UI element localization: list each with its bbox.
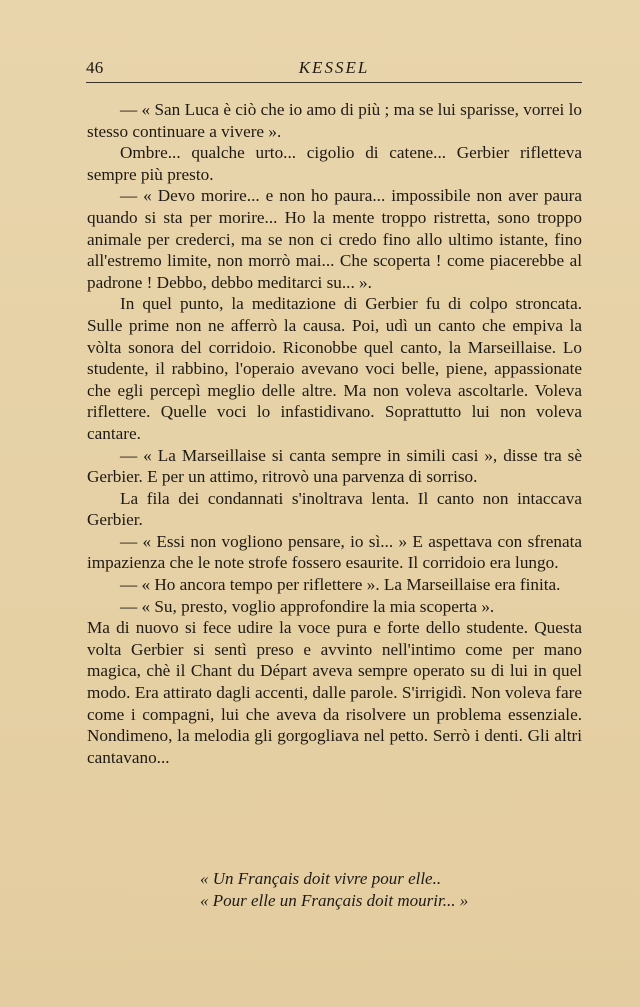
paragraph: — « Devo morire... e non ho paura... impossibile non aver paura quando si sta per morire... Ho la mente troppo ristretta, sono troppo animale per crederci, ma se non ci credo fino allo ultimo istante, fino all'estremo limite, non morrò mai... Che scoperta ! come piacerebbe al padrone ! Debbo, debbo meditarci su... ». [87, 186, 582, 292]
paragraph: — « La Marseillaise si canta sempre in simili casi », disse tra sè Gerbier. E per un attimo, ritrovò una parvenza di sorriso. [87, 445, 582, 487]
running-title: KESSEL [298, 58, 370, 77]
paragraph: — « Su, presto, voglio approfondire la mia scoperta ». [120, 596, 495, 616]
quote-line: « Un Français doit vivre pour elle.. [200, 869, 442, 888]
body-text [87, 99, 582, 768]
paragraph: — « Essi non vogliono pensare, io sì... » E aspettava con sfrenata impazienza che le note strofe fossero esaurite. Il corridoio era lungo. [87, 531, 582, 573]
paragraph: Ma di nuovo si fece udire la voce pura e forte dello studente. Questa volta Gerbier si sentì preso e avvinto nell'intimo come per mano magica, chè il Chant du Départ aveva sempre operato su di lui in quel modo. Era attirato dagli accenti, dalle parole. S'irrigidì. Non voleva fare come i compagni, lui che aveva da risolvere un problema essenziale. Nondimeno, la melodia gli gorgogliava nel petto. Serrò i denti. Gli altri cantavano... [87, 618, 582, 767]
page-number: 46 [86, 58, 104, 77]
paragraph: — « Ho ancora tempo per riflettere ». La Marseillaise era finita. [120, 575, 561, 595]
quote-line: « Pour elle un Français doit mourir... » [200, 891, 469, 910]
paragraph: In quel punto, la meditazione di Gerbier fu di colpo stroncata. Sulle prime non ne afferrò la causa. Poi, udì un canto che empiva la vòlta sonora del corridoio. Riconobbe quel canto, la Marseillaise. Lo studente, il rabbino, l'operaio avevano voci belle, piene, appassionate che egli percepì meglio delle altre. Ma non voleva ascoltarle. Voleva riflettere. Quelle voci lo infastidivano. Soprattutto lui non voleva cantare. [87, 294, 582, 443]
paragraph: Ombre... qualche urto... cigolio di catene... Gerbier rifletteva sempre più presto. [87, 143, 582, 184]
song-quote [200, 868, 520, 912]
paragraph: La fila dei condannati s'inoltrava lenta. Il canto non intaccava Gerbier. [87, 488, 582, 530]
page-header [86, 58, 582, 83]
paragraph: — « San Luca è ciò che io amo di più ; ma se lui sparisse, vorrei lo stesso continuare a vivere ». [87, 100, 582, 141]
